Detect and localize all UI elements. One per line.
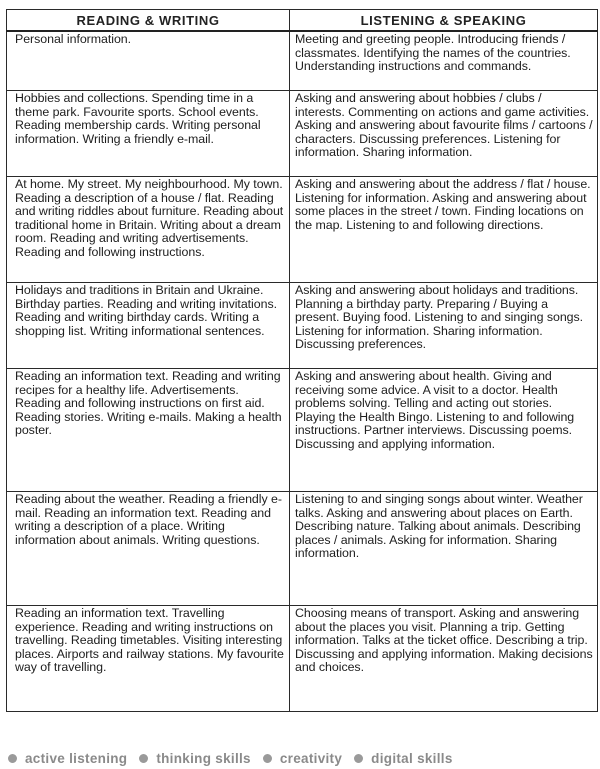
reading-writing-cell (7, 177, 290, 283)
skill-label: active listening (25, 750, 128, 766)
table-header-row (7, 10, 598, 32)
listening-speaking-cell (290, 606, 598, 712)
header-listening-speaking: LISTENING & SPEAKING (290, 10, 598, 32)
reading-writing-cell (7, 283, 290, 369)
listening-speaking-cell (290, 91, 598, 177)
table-row (7, 177, 598, 283)
reading-writing-text: Holidays and traditions in Britain and Ukraine. Birthday parties. Reading and writing invitations. Reading and writing birthday cards. Writing a shopping list. Writing informational sentences. (15, 283, 277, 338)
bullet-dot-icon (8, 754, 17, 763)
syllabus-table (6, 9, 598, 712)
listening-speaking-cell (290, 283, 598, 369)
skill-thinking-skills (139, 751, 251, 766)
listening-speaking-cell (290, 31, 598, 91)
listening-speaking-text: Asking and answering about holidays and traditions. Planning a birthday party. Preparing / Buying a present. Buying food. Listening to and singing songs. Listening for information. Sharing information. Discussing preferences. (295, 283, 584, 352)
listening-speaking-text: Asking and answering about hobbies / clubs / interests. Commenting on actions and game activities. Asking and answering about favourite films / cartoons / characters. Discussing preferences. Listening for information. Sharing information. (295, 91, 593, 160)
listening-speaking-text: Asking and answering about the address / flat / house. Listening for information. Asking and answering about some places in the street / town. Finding locations on the map. Listening to and following directions. (295, 177, 591, 232)
table-row (7, 91, 598, 177)
reading-writing-text: Reading an information text. Travelling experience. Reading and writing instructions on travelling. Reading timetables. Visiting interesting places. Airports and railway stations. My favourite way of travelling. (15, 606, 284, 675)
table-row (7, 369, 598, 492)
listening-speaking-text: Asking and answering about health. Giving and receiving some advice. A visit to a doctor. Health problems solving. Telling and acting out stories. Playing the Health Bingo. Listening to and following instructions. Partner interviews. Discussing poems. Discussing and applying information. (295, 369, 575, 451)
reading-writing-text: Hobbies and collections. Spending time in a theme park. Favourite sports. School events. Reading membership cards. Writing personal information. Writing a friendly e-mail. (15, 91, 261, 146)
bullet-dot-icon (263, 754, 272, 763)
header-reading-writing: READING & WRITING (7, 10, 290, 32)
reading-writing-cell (7, 91, 290, 177)
listening-speaking-cell (290, 177, 598, 283)
reading-writing-cell (7, 492, 290, 606)
bullet-dot-icon (139, 754, 148, 763)
reading-writing-text: Personal information. (15, 32, 132, 46)
skill-label: digital skills (371, 750, 453, 766)
skill-label: creativity (279, 750, 343, 766)
listening-speaking-cell (290, 369, 598, 492)
skill-digital-skills (354, 751, 452, 766)
listening-speaking-text: Choosing means of transport. Asking and answering about the places you visit. Planning a trip. Getting information. Talks at the ticket office. Describing a trip. Discussing and applying information. Making decisions and choices. (295, 606, 593, 675)
table-row (7, 492, 598, 606)
bullet-dot-icon (354, 754, 363, 763)
reading-writing-text: Reading an information text. Reading and writing recipes for a healthy life. Advertisements. Reading and following instructions on first aid. Reading stories. Writing e-mails. Making a health poster. (15, 369, 282, 438)
skills-legend (8, 749, 465, 767)
reading-writing-cell (7, 31, 290, 91)
reading-writing-cell (7, 606, 290, 712)
reading-writing-cell (7, 369, 290, 492)
reading-writing-text: At home. My street. My neighbourhood. My town. Reading a description of a house / flat. Reading and writing riddles about furniture. Reading about traditional home in Britain. Writing about a dream room. Reading and writing advertisements. Reading and following instructions. (15, 177, 284, 259)
listening-speaking-cell (290, 492, 598, 606)
skill-creativity (263, 751, 342, 766)
listening-speaking-text: Meeting and greeting people. Introducing friends / classmates. Identifying the names of the countries. Understanding instructions and commands. (295, 32, 571, 74)
table-row (7, 606, 598, 712)
skill-label: thinking skills (156, 750, 251, 766)
reading-writing-text: Reading about the weather. Reading a friendly e-mail. Reading an information text. Reading and writing a description of a place. Writing information about animals. Writing questions. (15, 492, 282, 547)
listening-speaking-text: Listening to and singing songs about winter. Weather talks. Asking and answering about places on Earth. Describing nature. Talking about animals. Describing places / animals. Asking for information. Sharing information. (295, 492, 583, 561)
table-row (7, 31, 598, 91)
skill-active-listening (8, 751, 127, 766)
table-row (7, 283, 598, 369)
